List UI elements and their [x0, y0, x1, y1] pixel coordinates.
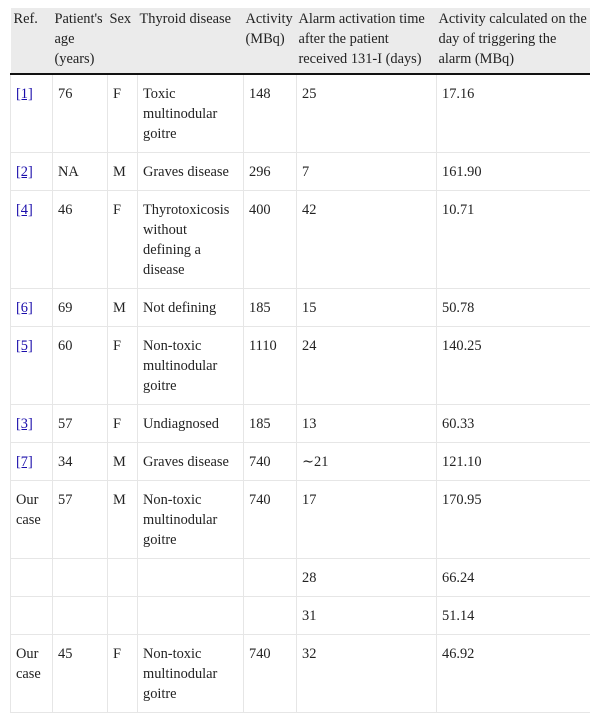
- cell-calc: 170.95: [437, 481, 590, 559]
- table-row: [11, 74, 590, 153]
- cell-age: 57: [53, 481, 108, 559]
- cell-sex: F: [108, 191, 138, 289]
- cell-age: [53, 597, 108, 635]
- cell-age: 46: [53, 191, 108, 289]
- table-row: [11, 191, 590, 289]
- cell-sex: M: [108, 443, 138, 481]
- cell-calc: 50.78: [437, 289, 590, 327]
- cell-sex: M: [108, 289, 138, 327]
- cell-activity: 740: [244, 635, 297, 713]
- cell-ref: [11, 559, 53, 597]
- table-row: [11, 405, 590, 443]
- cell-sex: F: [108, 74, 138, 153]
- header-ref: Ref.: [11, 8, 53, 74]
- table-body: [11, 74, 590, 713]
- cell-ref: [11, 327, 53, 405]
- header-calc: Activity calculated on the day of triggering the alarm (MBq): [437, 8, 590, 74]
- cell-alarm: ∼21: [297, 443, 437, 481]
- cell-activity: 296: [244, 153, 297, 191]
- cell-activity: 185: [244, 405, 297, 443]
- cell-ref: [11, 405, 53, 443]
- cell-disease: Graves disease: [138, 443, 244, 481]
- data-table: [10, 8, 590, 713]
- cell-sex: M: [108, 481, 138, 559]
- cell-calc: 17.16: [437, 74, 590, 153]
- cell-age: 69: [53, 289, 108, 327]
- cell-disease: Toxic multinodular goitre: [138, 74, 244, 153]
- cell-alarm: 42: [297, 191, 437, 289]
- cell-calc: 51.14: [437, 597, 590, 635]
- cell-disease: Non-toxic multinodular goitre: [138, 635, 244, 713]
- cell-sex: F: [108, 405, 138, 443]
- cell-ref: [11, 153, 53, 191]
- cell-activity: [244, 559, 297, 597]
- cell-calc: 140.25: [437, 327, 590, 405]
- cell-age: 60: [53, 327, 108, 405]
- cell-sex: [108, 559, 138, 597]
- table-row: [11, 635, 590, 713]
- header-sex: Sex: [108, 8, 138, 74]
- reference-link[interactable]: [2]: [16, 164, 33, 180]
- cell-calc: 60.33: [437, 405, 590, 443]
- table-row: [11, 597, 590, 635]
- reference-link[interactable]: [3]: [16, 416, 33, 432]
- cell-alarm: 13: [297, 405, 437, 443]
- cell-sex: M: [108, 153, 138, 191]
- table-header: [11, 8, 590, 74]
- reference-link[interactable]: [4]: [16, 202, 33, 218]
- cell-activity: [244, 597, 297, 635]
- cell-ref: Our case: [11, 635, 53, 713]
- cell-calc: 121.10: [437, 443, 590, 481]
- cell-ref: [11, 74, 53, 153]
- cell-calc: 66.24: [437, 559, 590, 597]
- cell-alarm: 17: [297, 481, 437, 559]
- cell-age: [53, 559, 108, 597]
- header-disease: Thyroid disease: [138, 8, 244, 74]
- cell-alarm: 15: [297, 289, 437, 327]
- cell-activity: 185: [244, 289, 297, 327]
- cell-ref: [11, 443, 53, 481]
- cell-alarm: 25: [297, 74, 437, 153]
- cell-disease: [138, 559, 244, 597]
- cell-ref: [11, 191, 53, 289]
- cell-activity: 400: [244, 191, 297, 289]
- cell-age: 34: [53, 443, 108, 481]
- table-row: [11, 559, 590, 597]
- cell-disease: Graves disease: [138, 153, 244, 191]
- cell-calc: 46.92: [437, 635, 590, 713]
- reference-link[interactable]: [1]: [16, 86, 33, 102]
- cell-disease: Not defining: [138, 289, 244, 327]
- table-row: [11, 153, 590, 191]
- cell-alarm: 28: [297, 559, 437, 597]
- cell-sex: F: [108, 635, 138, 713]
- cell-alarm: 32: [297, 635, 437, 713]
- header-age: Patient's age (years): [53, 8, 108, 74]
- cell-sex: F: [108, 327, 138, 405]
- table-row: [11, 443, 590, 481]
- cell-ref: [11, 597, 53, 635]
- cell-disease: Thyrotoxicosis without defining a disease: [138, 191, 244, 289]
- reference-link[interactable]: [7]: [16, 454, 33, 470]
- header-alarm: Alarm activation time after the patient received 131-I (days): [297, 8, 437, 74]
- cell-disease: [138, 597, 244, 635]
- cell-age: 57: [53, 405, 108, 443]
- table-row: [11, 481, 590, 559]
- cell-activity: 1110: [244, 327, 297, 405]
- header-row: [11, 8, 590, 74]
- cell-ref: [11, 289, 53, 327]
- cell-age: NA: [53, 153, 108, 191]
- cell-alarm: 24: [297, 327, 437, 405]
- cell-age: 45: [53, 635, 108, 713]
- cell-activity: 148: [244, 74, 297, 153]
- cell-disease: Undiagnosed: [138, 405, 244, 443]
- cell-activity: 740: [244, 443, 297, 481]
- cell-alarm: 31: [297, 597, 437, 635]
- table-row: [11, 327, 590, 405]
- reference-link[interactable]: [6]: [16, 300, 33, 316]
- cell-sex: [108, 597, 138, 635]
- header-activity: Activity (MBq): [244, 8, 297, 74]
- cell-age: 76: [53, 74, 108, 153]
- cell-activity: 740: [244, 481, 297, 559]
- cell-disease: Non-toxic multinodular goitre: [138, 481, 244, 559]
- cell-alarm: 7: [297, 153, 437, 191]
- reference-link[interactable]: [5]: [16, 338, 33, 354]
- table-row: [11, 289, 590, 327]
- cell-calc: 161.90: [437, 153, 590, 191]
- cell-ref: Our case: [11, 481, 53, 559]
- cell-disease: Non-toxic multinodular goitre: [138, 327, 244, 405]
- cell-calc: 10.71: [437, 191, 590, 289]
